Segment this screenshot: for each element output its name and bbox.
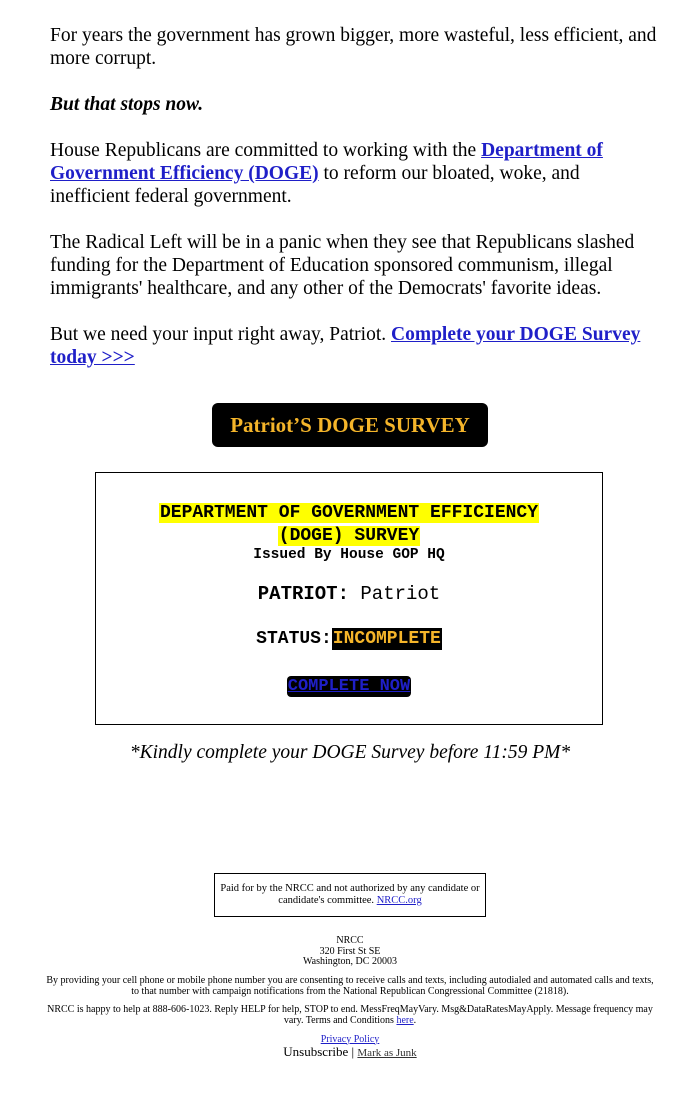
deadline-note: *Kindly complete your DOGE Survey before 11:59 PM*	[129, 742, 571, 763]
cta-wrap	[96, 676, 602, 697]
unsubscribe-link[interactable]: Unsubscribe	[283, 1043, 349, 1059]
survey-banner[interactable]: Patriot’S DOGE SURVEY	[212, 403, 488, 447]
doge-paragraph	[50, 139, 660, 208]
doge-link[interactable]: Department of Government Efficiency (DOGE)	[50, 140, 603, 184]
street: 320 First St SE	[319, 945, 381, 957]
help-end: .	[413, 1014, 417, 1026]
paid-for-text: Paid for by the NRCC and not authorized by any candidate or candidate's committee.	[220, 883, 480, 906]
mark-as-junk-link[interactable]: Mark as Junk	[357, 1046, 417, 1059]
patriot-line	[96, 583, 602, 605]
survey-card	[95, 472, 603, 725]
patriot-value: Patriot	[360, 583, 441, 605]
address-block	[0, 936, 700, 968]
paid-for-disclaimer	[214, 873, 486, 917]
nrcc-link[interactable]: NRCC.org	[376, 895, 422, 906]
issued-by: Issued By House GOP HQ	[253, 547, 445, 563]
complete-now-button[interactable]: COMPLETE NOW	[287, 677, 411, 696]
survey-title-line1: DEPARTMENT OF GOVERNMENT EFFICIENCY	[159, 503, 539, 523]
input-paragraph	[50, 323, 660, 369]
survey-banner-wrap	[0, 403, 700, 447]
doge-text-after: to reform our bloated, woke, and inefficient federal government.	[50, 163, 580, 207]
complete-survey-link[interactable]: Complete your DOGE Survey today >>>	[50, 324, 641, 368]
status-label: STATUS:	[256, 629, 332, 649]
unsubscribe-row	[0, 1043, 700, 1059]
email-body	[50, 24, 660, 392]
consent-text: By providing your cell phone or mobile phone number you are consenting to receive calls and texts, including autodialed and automated calls and texts, to that number with campaign notifications from the National Republican Congressional Committee (21818).	[46, 974, 654, 997]
help-text	[45, 1004, 655, 1026]
input-text: But we need your input right away, Patriot.	[50, 324, 392, 345]
status-badge: INCOMPLETE	[332, 629, 441, 649]
org-name: NRCC	[336, 935, 364, 946]
status-line	[96, 629, 602, 649]
survey-title-line2: (DOGE) SURVEY	[278, 526, 420, 546]
privacy-policy-link[interactable]: Privacy Policy	[320, 1033, 380, 1045]
city: Washington, DC 20003	[303, 956, 397, 967]
survey-title	[96, 502, 602, 548]
patriot-label: PATRIOT:	[257, 583, 361, 605]
terms-link[interactable]: here	[396, 1014, 414, 1026]
footer	[0, 936, 700, 1059]
radical-left-paragraph: The Radical Left will be in a panic when they see that Republicans slashed funding for the Department of Education sponsored communism, illegal immigrants' healthcare, and any other of the Democrats' favorite ideas.	[50, 232, 635, 299]
intro-paragraph: For years the government has grown bigger, more wasteful, less efficient, and more corrupt.	[50, 25, 657, 69]
doge-text-before: House Republicans are committed to working with the	[50, 140, 482, 161]
help-body: NRCC is happy to help at 888-606-1023. Reply HELP for help, STOP to end. MessFreqMayVary. Msg&DataRatesMayApply. Message frequency may vary. Terms and Conditions	[47, 1003, 653, 1026]
separator: |	[348, 1043, 358, 1059]
emphasis-paragraph: But that stops now.	[50, 94, 204, 115]
